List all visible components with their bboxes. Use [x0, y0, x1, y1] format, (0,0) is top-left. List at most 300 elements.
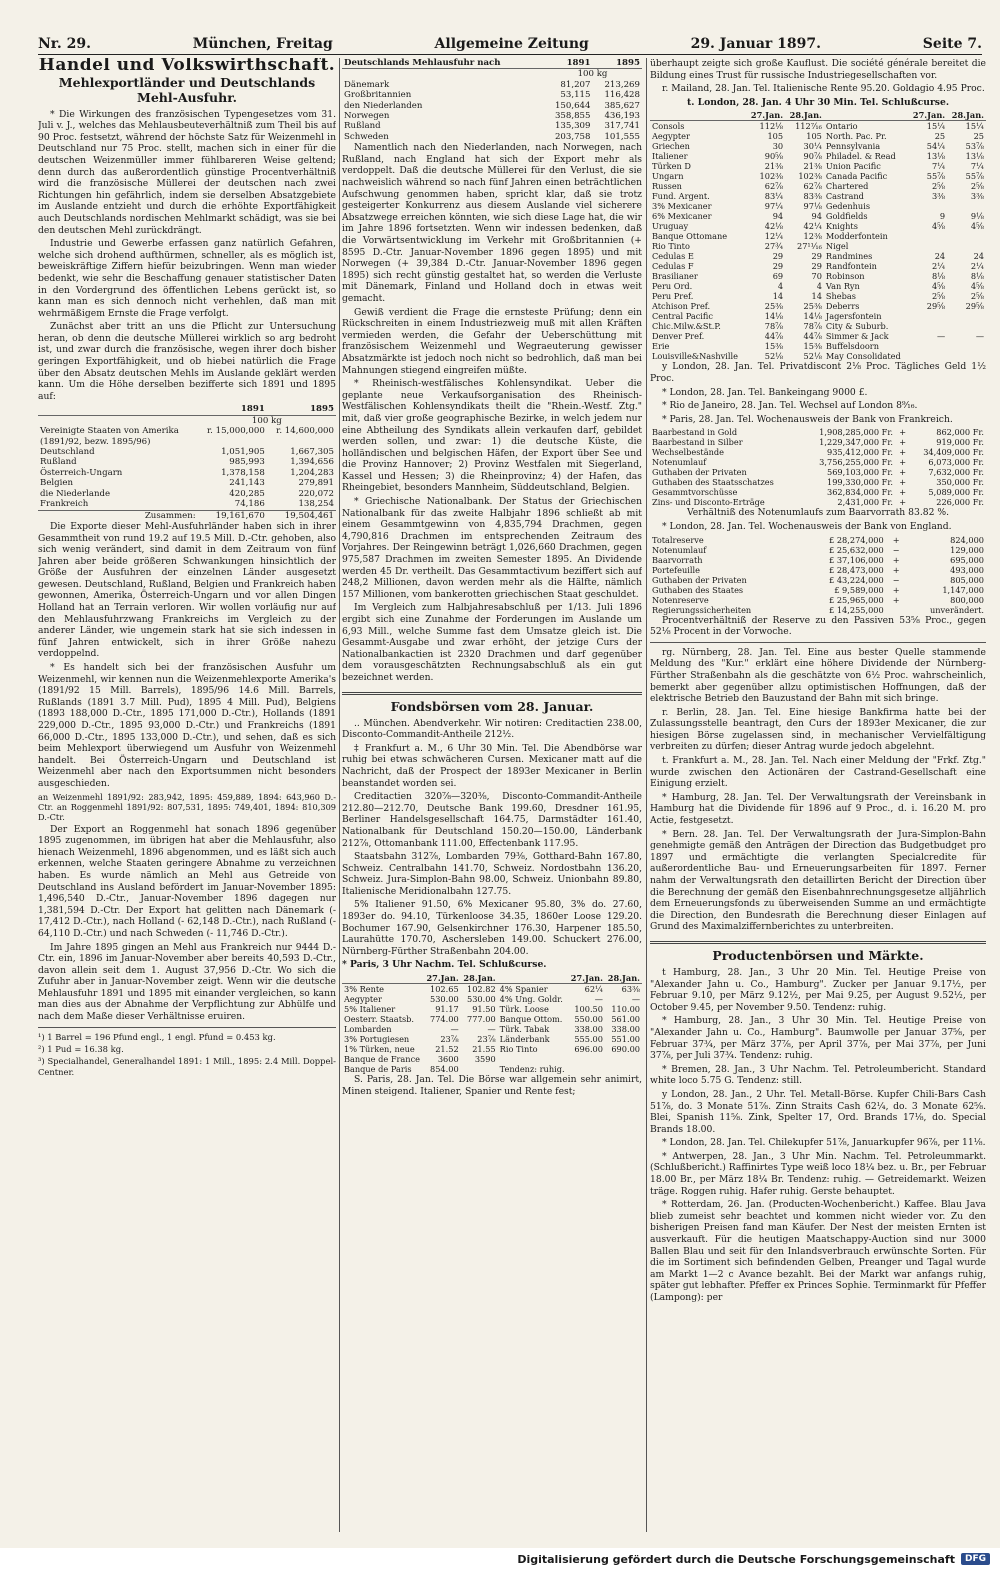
section-title: Handel und Volkswirthschaft. — [38, 58, 336, 75]
table-cell: 4% Ung. Goldr. — [499, 994, 563, 1005]
table-cell: 91.17 — [435, 1004, 459, 1015]
table-cell: Goldfields — [825, 211, 868, 222]
paragraph: * Antwerpen, 28. Jan., 3 Uhr Min. Nachm. Tel. Petroleummarkt. (Schlußbericht.) Raffinirtes Type weiß loco 18¼ bez. u. Br., per Februar 18.00 Br., per März 18¼ Br. Tendenz: ruhig. — Getreidemarkt. Weizen träge. Roggen ruhig. Hafer ruhig. Gerste behauptet. — [650, 1150, 986, 1197]
footnote: ²) 1 Pud = 16.38 kg. — [38, 1044, 124, 1055]
table-cell: Aegypter — [344, 994, 382, 1005]
table-row — [342, 984, 642, 995]
table-cell: 2¼ — [931, 261, 946, 272]
table-cell: 7¼ — [970, 161, 984, 172]
table-cell: Oesterr. Staatsb. — [344, 1014, 415, 1025]
table-cell: Peru Ord. — [652, 281, 693, 292]
table-cell: 4⅝ — [970, 221, 984, 232]
table-body — [38, 426, 336, 510]
table-cell — [908, 341, 947, 351]
table-cell: 29 — [772, 251, 784, 262]
paragraph: ‡ Frankfurt a. M., 6 Uhr 30 Min. Tel. Die Abendbörse war ruhig bei etwas schwächeren Cursen. Mexicaner matt auf die Nachricht, daß der Prospect der 1893er Mexicaner in Berlin beanstandet worden sei. — [342, 742, 642, 789]
table-row — [650, 141, 986, 151]
paragraph: Im Jahre 1895 gingen an Mehl aus Frankreich nur 9444 D.-Ctr. ein, 1896 im Januar-November aber bereits 40,593 D.-Ctr., davon allein seit dem 1. August 37,956 D.-Ctr. Wo sich die Zufuhr aber in Januar-November zeigt. Wenn wir die deutsche Mehlausfuhr 1891 und 1895 mit einander vergleichen, so kann man dies aus der Abnahme der Verpflichtung zur Abhülfe und nach dem Maße dieser Verhältnisse eruiren. — [38, 941, 336, 1023]
table-cell: 14⅛ — [803, 311, 822, 322]
table-cell: 101,555 — [604, 131, 640, 142]
table-cell: Baarbestand in Silber — [652, 437, 743, 448]
column-divider — [646, 58, 647, 1532]
table-cell: 100.50 — [574, 1004, 603, 1015]
table-cell: Rio Tinto — [652, 241, 690, 252]
column-3 — [650, 58, 986, 1532]
dfg-logo: DFG — [961, 1553, 990, 1565]
table-cell: 25 — [973, 131, 984, 142]
table-cell: 213,269 — [604, 79, 640, 90]
paragraph: 5% Italiener 91.50, 6% Mexicaner 95.80, 3% do. 27.60, 1893er do. 94.10, Türkenloose 34.35, 1860er Loose 129.20. Bochumer 167.90, Gelsenkirchner 176.30, Harpener 185.50, Laurahütte 170.70, Aschersleben 149.00. Schuckert 276.00, Nürnberg-Fürther Straßenbahn 204.00. — [342, 899, 642, 957]
table-cell: 27¾ — [764, 241, 784, 252]
table-row — [650, 211, 986, 221]
table-cell: 63⅜ — [621, 984, 640, 995]
table-cell: 1,378,158 — [221, 467, 265, 478]
table-body — [342, 80, 642, 142]
table-cell: Cedulas E — [652, 251, 694, 262]
table-cell: Länderbank — [499, 1034, 550, 1045]
table-cell: 25⅜ — [764, 301, 784, 312]
table-cell: + — [899, 437, 907, 448]
table-cell: 53⅞ — [965, 141, 984, 152]
table-cell: 62¼ — [584, 984, 603, 995]
paragraph: * London, 28. Jan. Tel. Bankeingang 9000 £. — [662, 386, 868, 398]
paragraph: S. Paris, 28. Jan. Tel. Die Börse war allgemein sehr animirt, Minen steigend. Italiener, Spanier und Rente fest; — [342, 1074, 642, 1097]
table-cell: 83¼ — [764, 191, 784, 202]
table-cell: 4⅝ — [931, 221, 946, 232]
table-cell: 220,072 — [298, 488, 334, 499]
deutschland-mehlausfuhr-table: Deutschlands Mehlausfuhr nach 1891 1895 100 kg Dänemark 81,207 213,269 Großbritannien 53,115 116,428 den Niederlanden 150,644 385,627 Norwegen 358,855 436,193 Rußland 135,309 317,741 Schweden 203,758 101,555 — [344, 58, 640, 142]
table-cell: Notenreserve — [652, 594, 709, 605]
table-cell: 3% Portugiesen — [344, 1034, 410, 1045]
table-cell: + — [899, 467, 907, 478]
table-row — [342, 90, 642, 100]
table-cell: £ 28,274,000 — [829, 534, 884, 545]
table-cell: Norwegen — [344, 111, 390, 122]
paris-heading: * Paris, 3 Uhr Nachm. Tel. Schlußcurse. — [342, 959, 547, 971]
table-cell: 23⅞ — [477, 1034, 496, 1045]
table-cell: 91.50 — [472, 1004, 496, 1015]
table-row — [650, 487, 986, 497]
table-cell: Simmer & Jack — [825, 331, 889, 342]
paragraph: r. Mailand, 28. Jan. Tel. Italienische Rente 95.20. Goldagio 4.95 Proc. — [662, 83, 985, 95]
table-cell: 350,000 Fr. — [936, 477, 984, 488]
paragraph: * Rotterdam, 26. Jan. (Producten-Wochenbericht.) Kaffee. Blau Java blieb zumeist sehr beachtet und kommen nicht wieder vor. Zu den bisherigen Preisen fand man Käufer. Der Nest der meisten Ernten ist ausverkauft. Für die heutigen Maatschappy-Auction sind nur 3000 Ballen Blau und seit für den Inlandsverbrauch erwünschte Sorten. Für die im Sortiment sich befindenden Gelben, Preanger und Tagal wurde am Markt 1—2 c Avance bezahlt. Bei der Markt war anfangs ruhig, später gut lebhafter. Pfeffer ex Princes Sophie. Terminmarkt für Pfeffer (Lampong): per — [650, 1199, 986, 1303]
table-row — [342, 80, 642, 90]
table-row — [650, 281, 986, 291]
table-cell: 1,204,283 — [290, 467, 334, 478]
table-row — [38, 426, 336, 436]
table-cell — [947, 351, 986, 361]
table-cell: 3⅜ — [931, 191, 946, 202]
table-cell: 90⅝ — [764, 151, 784, 162]
paragraph: * Hamburg, 28. Jan. Tel. Der Verwaltungsrath der Vereinsbank in Hamburg hat die Dividende für 1896 auf 9 Proc., d. i. 16.20 M. pro Actie, festgesetzt. — [650, 791, 986, 827]
column-1 — [38, 58, 336, 1532]
london-bank-table — [650, 535, 986, 615]
table-row — [650, 341, 986, 351]
paragraph: an Weizenmehl 1891/92: 283,942, 1895: 459,889, 1894: 643,960 D.-Ctr. an Roggenmehl 1891/92: 807,531, 1895: 749,401, 1894: 810,309 D.-Ctr. — [38, 791, 336, 822]
table-row — [38, 437, 336, 447]
table-cell: 29 — [772, 261, 784, 272]
table-cell: 8⅛ — [931, 271, 946, 282]
table-cell: 42¼ — [803, 221, 822, 232]
table-cell: r. 15,000,000 — [206, 426, 265, 437]
paragraph: Zunächst aber tritt an uns die Pflicht zur Untersuchung heran, ob denn die deutsche Müllerei wirklich so arg bedroht ist, und zwar durch die französische, wegen ihrer doch bisher geringen Exportfähigkeit, und ob hiebei natürlich die Frage über den Absatz deutschen Mehls im Auslande geklärt werden kann. Um die Höhe derselben bezifferte sich 1891 und 1895 auf: — [38, 321, 336, 402]
table-cell: 23⅞ — [440, 1034, 459, 1045]
table-row — [650, 595, 986, 605]
table-cell: Banque de Paris — [344, 1064, 412, 1075]
table-cell: May Consolidated — [825, 351, 901, 362]
table-cell: Buffelsdoorn — [825, 341, 879, 352]
table-row — [650, 271, 986, 281]
table-cell — [947, 311, 986, 321]
table-cell: — — [631, 994, 640, 1005]
table-cell: 55⅞ — [926, 171, 946, 182]
table-row — [342, 111, 642, 121]
table-cell: Banque de France — [344, 1054, 421, 1065]
table-cell: 800,000 — [950, 594, 984, 605]
table-cell: 358,855 — [554, 111, 591, 122]
table-cell: 15¼ — [965, 121, 984, 132]
table-cell: Chartered — [825, 181, 869, 192]
table-cell: Rußland — [344, 121, 381, 132]
table-cell: 74,186 — [234, 499, 265, 510]
table-row — [342, 1064, 642, 1074]
table-row — [650, 535, 986, 545]
paragraph: Industrie und Gewerbe erfassen ganz natürlich Gefahren, welche sich drohend aufthürmen, schneller, als es möglich ist, beweiskräftige Ziffern hiefür beizubringen. Wenn man wieder bedenkt, wie sehr die Beschaffung genauer statistischer Daten in den Vordergrund des öffentlichen Lebens gerückt ist, so kann man es sich dennoch nicht verhehlen, daß man mit wehrmäßigem Ernste die Frage verfolgt. — [38, 238, 336, 319]
table-cell: Louisville&Nashville — [652, 351, 738, 362]
paragraph: * Rio de Janeiro, 28. Jan. Tel. Wechsel auf London 8⁹⁄₁₆. — [662, 400, 918, 412]
table-cell: 52⅛ — [803, 351, 822, 362]
paragraph: Im Vergleich zum Halbjahresabschluß per 1/13. Juli 1896 ergibt sich eine Zunahme der Forderungen im Auslande um 6,93 Mill., welche Summe fast dem Umsatze gleich ist. Die Gesammt-Ausgabe und zwar erhöht, der jetzige Curs der Nationalbankactien ist 2320 Drachmen und darf gegenüber dem vorausgeschätzten Rechnungsabschluß als ein gut bezeichnet werden. — [342, 602, 642, 683]
table-body — [650, 427, 986, 507]
paragraph: t Hamburg, 28. Jan., 3 Uhr 20 Min. Tel. Heutige Preise von "Alexander Jahn u. Co., Hamburg". Zucker per Januar 9.17½, per Februar 9.10, per März 9.12½, per Mai 9.25, per August 9.52½, per October 9.45, per November 9.50. Tendenz: ruhig. — [650, 966, 986, 1013]
table-cell: 2⅝ — [931, 291, 946, 302]
table-cell — [886, 605, 902, 615]
paragraph: Creditactien 320⅞—320⅜, Disconto-Commandit-Antheile 212.80—212.70, Deutsche Bank 199.60, Dresdner 161.95, Berliner Handelsgesellschaft 164.75, Darmstädter 161.40, Nationalbank für Deutschland 150.20—150.00, Länderbank 212⅞, Ottomanbank 111.00, Effectenbank 117.95. — [342, 791, 642, 849]
table-cell: 14 — [772, 291, 784, 302]
table-cell: Ungarn — [652, 171, 684, 182]
table-cell: Shebas — [825, 291, 856, 302]
table-cell: Vereinigte Staaten von Amerika — [40, 426, 179, 437]
table-cell: Brasilianer — [652, 271, 698, 282]
table-cell: 12⅜ — [803, 231, 822, 242]
table-row — [650, 467, 986, 477]
table-row — [342, 1024, 642, 1034]
table-cell: £ 28,473,000 — [829, 564, 884, 575]
london-course-table: 27.Jan. 28.Jan. 27.Jan. 28.Jan. Consols 112⅛ 112⁷⁄₁₆ Ontario 15¼ 15¼ Aegypter 105 105 North. Pac. Pr. 25 25 Griechen 30 30¼ Pennsylvania 54¼ 53⅞ Italiener 90⅝ 90⅞ Philadel. & Read 13⅛ 13⅛ Türken D 21⅜ 21⅜ Union Pacific 7¼ 7¼ Ungarn 102⅜ 102⅜ Canada Pacific 55⅞ 55⅞ Russen 62⅞ 62⅞ Chartered 2⅝ 2⅝ Fund. Argent. 83¼ 83⅜ Castrand 3⅜ 3⅜ 3% Mexicaner 97¼ 97⅛ Gedenhuis 6% Mexicaner 94 94 Goldfields 9 9⅛ Uruguay 42⅛ 42¼ Knights 4⅝ 4⅝ Banque Ottomane 12¼ 12⅜ Modderfontein Rio Tinto 27¾ 27¹¹⁄₁₆ Nigel Cedulas E 29 29 Randmines 24 24 Cedulas F 29 29 Randfontein 2¼ 2¼ Brasilianer 69 70 Robinson 8⅛ 8⅛ Peru Ord. 4 4 Van Ryn 4⅝ 4⅝ Peru Pref. 14 14 Shebas 2⅝ 2⅝ Atchison Pref. 25⅜ 25⅜ Deberrs 29⅝ 29⅝ Central Pacific 14⅛ 14⅛ Jagersfontein Chic.Milw.&St.P. 78⅞ 78⅞ City & Suburb. Denver Pref. 44⅞ 44⅞ Simmer & Jack — — Erie 15⅜ 15⅜ Buffelsdoorn Louisville&Nashville 52⅛ 52⅛ May Consolidated — [652, 110, 984, 362]
table-cell: Central Pacific — [652, 311, 713, 322]
table-cell: City & Suburb. — [825, 321, 889, 332]
table-cell: 385,627 — [604, 100, 640, 111]
table-row — [38, 489, 336, 499]
table-cell: 7¼ — [931, 161, 946, 172]
table-cell: 105 — [806, 131, 822, 142]
table-row — [650, 251, 986, 261]
table-row — [342, 121, 642, 131]
column-2 — [342, 58, 642, 1532]
table-cell: 69 — [772, 271, 784, 282]
page-header — [38, 28, 982, 55]
table-cell: 2⅝ — [931, 181, 946, 192]
table-cell: 14 — [811, 291, 822, 302]
table-row — [650, 477, 986, 487]
table-cell: 420,285 — [229, 488, 265, 499]
table-row — [650, 427, 986, 437]
table-cell: 30¼ — [803, 141, 822, 152]
table-cell: 1% Türken, neue — [344, 1044, 415, 1055]
paragraph: Namentlich nach den Niederlanden, nach Norwegen, nach Rußland, nach England hat sich der Export mehr als verdoppelt. Daß die deutsche Müllerei für den Verlust, die sie nachweislich während so nach fünf Jahren einen beträchtlichen Aufschwung genommen haben, spricht klar, daß sie trotz gesteigerter Konkurrenz aus diesem Auslande viel sicherere Absatzwege erreichen könnten, wie sich diese Lage hat, die wir im Jahre 1896 fortsetzten. Wenn wir indessen bedenken, daß die Vorwärtsentwicklung im Verkehr mit Großbritannien (+ 8595 D.-Ctr. Januar-November 1896 gegen 1895) und mit Norwegen (+ 39,384 D.-Ctr. Januar-November 1896 gegen 1895) sich recht günstig gestaltet hat, so werden die Verluste mit Dänemark, Finland und Holland doch in etwas weit gemacht. — [342, 142, 642, 304]
table-cell: 3% Rente — [344, 984, 385, 995]
table-cell: Erie — [652, 341, 670, 352]
table-cell: 25 — [934, 131, 946, 142]
table-cell — [947, 201, 986, 211]
table-cell: £ 43,224,000 — [829, 574, 884, 585]
paragraph: Verhältniß des Notenumlaufs zum Baarvorrath 83.82 %. — [687, 507, 949, 519]
table-cell: 530.00 — [430, 994, 459, 1005]
table-row — [342, 1014, 642, 1024]
table-cell: Portefeuille — [652, 564, 701, 575]
table-cell: den Niederlanden — [344, 100, 423, 111]
table-cell: 44⅞ — [803, 331, 822, 342]
table-cell: 94 — [811, 211, 822, 222]
table-cell: 9 — [939, 211, 946, 222]
table-row — [38, 468, 336, 478]
table-cell: 919,000 Fr. — [936, 437, 984, 448]
table-row — [342, 101, 642, 111]
table-cell: 3% Mexicaner — [652, 201, 712, 212]
table-row — [342, 1054, 642, 1064]
table-cell: 5,089,000 Fr. — [928, 487, 984, 498]
table-cell: 102.65 — [430, 984, 459, 995]
table-cell: 42⅛ — [764, 221, 784, 232]
table-cell: 97⅛ — [803, 201, 822, 212]
table-cell: Union Pacific — [825, 161, 881, 172]
table-cell: 561.00 — [611, 1014, 640, 1025]
table-cell: Denver Pref. — [652, 331, 705, 342]
table-cell: 97¼ — [764, 201, 784, 212]
table-cell: 9⅛ — [970, 211, 984, 222]
table-cell: 102⅜ — [759, 171, 784, 182]
table-cell: 2¼ — [970, 261, 984, 272]
table-row — [650, 241, 986, 251]
table-cell: 78⅞ — [764, 321, 784, 332]
footnote: ¹) 1 Barrel = 196 Pfund engl., 1 engl. Pfund = 0.453 kg. — [38, 1031, 276, 1042]
table-cell: Italiener — [652, 151, 688, 162]
table-cell: + — [892, 534, 900, 545]
table-cell: 226,000 Fr. — [936, 497, 984, 508]
table-cell: Guthaben des Staates — [652, 584, 744, 595]
table-row — [650, 151, 986, 161]
table-cell: 44⅞ — [764, 331, 784, 342]
table-cell: Schweden — [344, 131, 389, 142]
table-cell — [605, 1054, 642, 1064]
table-row — [650, 131, 986, 141]
paragraph: t. Frankfurt a. M., 28. Jan. Tel. Nach einer Meldung der "Frkf. Ztg." wurde zwischen den Actionären der Castrand-Gesellschaft eine Einigung erzielt. — [650, 755, 986, 790]
table-cell: Totalreserve — [652, 534, 704, 545]
table-cell: 777.00 — [467, 1014, 496, 1025]
table-cell: Belgien — [40, 478, 74, 489]
table-cell: Chic.Milw.&St.P. — [652, 321, 721, 332]
paragraph: rg. Nürnberg, 28. Jan. Tel. Eine aus bester Quelle stammende Meldung des "Kur." erklärt eine höhere Dividende der Nürnberg-Fürther Straßenbahn als die geschätzte von 6½ Proc. wahrscheinlich, bemerkt aber gegenüber allzu optimistischen Hoffnungen, daß der elektrische Betrieb den Bauzustand der Bahn mit sich bringe. — [650, 646, 986, 705]
table-cell: 493,000 — [950, 564, 984, 575]
table-cell: 29 — [811, 251, 822, 262]
paragraph: überhaupt zeigte sich große Kauflust. Die société générale bereitet die Bildung eines Trust für russische Industriegesellschaften vor. — [650, 58, 986, 81]
mehl-export-table: 1891 1895 100 kg Vereinigte Staaten von Amerika r. 15,000,000 r. 14,600,000 (1891/92, bezw. 1895/96) Deutschland 1,051,905 1,667,305 Rußland 985,993 1,394,656 Österreich-Ungarn 1,378,158 1,204,283 Belgien 241,143 279,891 die Niederlande 420,285 220,072 Frankreich 74,186 138,254 Zusammen: 19,161,670 19,504,461 — [40, 404, 334, 521]
fondsboersen-title: Fondsbörsen vom 28. Januar. — [390, 698, 594, 714]
paragraph: * Paris, 28. Jan. Tel. Wochenausweis der Bank von Frankreich. — [662, 413, 953, 425]
table-cell: 15¼ — [926, 121, 946, 132]
table-row — [342, 994, 642, 1004]
paragraph: * Die Wirkungen des französischen Typengesetzes vom 31. Juli v. J., welches das Mehlausbeuteverhältniß zum Theil bis auf 90 Proc. festsetzt, während der höchste Satz für Weizenmehl in Deutschland nur 75 Proc. stellt, machen sich in einer für die deutschen Weizenmüller immer fühlbareren Weise geltend; denn durch das außerordentlich günstige Procentverhältniß wird die französische Müllerei der deutschen nach zwei Richtungen hin gefährlich, indem sie derselben Absatzgebiete im Auslande entzieht und durch die erhöhte Exportfähigkeit auch Deutschlands nordischen Mehlmarkt schädigt, was sie bei den deutschen Mehl zurückdrängt. — [38, 108, 336, 236]
table-cell: — — [594, 994, 603, 1005]
table-cell: Ontario — [825, 121, 858, 132]
table-cell: Pennsylvania — [825, 141, 881, 152]
table-cell: Gesammtvorschüsse — [652, 487, 738, 498]
table-cell: 83⅜ — [803, 191, 822, 202]
table-cell: 102⅜ — [798, 171, 822, 182]
table-cell: Canada Pacific — [825, 171, 888, 182]
table-cell: Türk. Loose — [499, 1004, 549, 1015]
table-cell: + — [892, 554, 900, 565]
table-cell: Frankreich — [40, 499, 89, 510]
table-cell: + — [899, 427, 907, 438]
table-cell: + — [899, 487, 907, 498]
table-cell: 29 — [811, 261, 822, 272]
table-cell: Türken D — [652, 161, 691, 172]
table-cell: 62⅞ — [764, 181, 784, 192]
table-cell: 569,103,000 Fr. — [826, 467, 893, 478]
table-cell: Nigel — [825, 241, 849, 252]
table-cell: 824,000 — [950, 534, 984, 545]
table-cell: + — [899, 457, 907, 468]
table-cell: 94 — [772, 211, 784, 222]
table-row — [650, 191, 986, 201]
table-row — [650, 457, 986, 467]
paragraph: * Griechische Nationalbank. Der Status der Griechischen Nationalbank für das zweite Halbjahr 1896 schließt ab mit einem Gesammtgewinn von 4,835,794 Drachmen, gegen 4,790,816 Drachmen im entsprechenden Zeitraum des Vorjahres. Der Reingewinn beträgt 1,026,660 Drachmen, gegen 975,587 Drachmen im zweiten Semester 1895. An Dividende werden 45 Dr. vertheilt. Das Gesammtactivum beziffert sich auf 248,2 Millionen, davon werden mehr als die Hälfte, nämlich 157 Millionen, vom bankerotten griechischen Staat geschuldet. — [342, 496, 642, 600]
table-cell: 241,143 — [229, 478, 265, 489]
table-cell: North. Pac. Pr. — [825, 131, 887, 142]
table-cell: 30 — [772, 141, 784, 152]
table-cell: 15⅜ — [803, 341, 822, 352]
table-cell: 14⅛ — [764, 311, 784, 322]
table-body — [342, 984, 642, 1075]
table-cell: 3590 — [474, 1054, 496, 1065]
table-cell: 5% Italiener — [344, 1004, 396, 1015]
table-cell: Deberrs — [825, 301, 860, 312]
table-cell — [908, 241, 947, 251]
table-row — [650, 545, 986, 555]
table-cell: 2⅝ — [970, 181, 984, 192]
table-cell: 116,428 — [604, 90, 640, 101]
table-cell: 12¼ — [764, 231, 784, 242]
table-cell: Notenumlauf — [652, 457, 707, 468]
table-cell: 15⅜ — [764, 341, 784, 352]
table-cell: Rio Tinto — [499, 1044, 538, 1055]
table-cell: 24 — [973, 251, 984, 262]
table-cell: 21⅜ — [764, 161, 784, 172]
table-cell — [908, 231, 947, 241]
table-cell: 8⅛ — [970, 271, 984, 282]
table-cell — [461, 1064, 498, 1074]
table-cell: 138,254 — [298, 499, 334, 510]
table-cell: £ 37,106,000 — [829, 554, 884, 565]
issue-date: 29. Januar 1897. — [690, 36, 822, 52]
table-cell: Baarbestand in Gold — [652, 427, 738, 438]
table-cell: Modderfontein — [825, 231, 888, 242]
table-row — [650, 321, 986, 331]
table-cell: — — [975, 331, 984, 342]
table-cell: 34,409,000 Fr. — [923, 447, 984, 458]
table-cell: — — [936, 331, 946, 342]
table-cell: 21.52 — [435, 1044, 459, 1055]
table-cell: Cedulas F — [652, 261, 694, 272]
table-row — [650, 221, 986, 231]
table-cell: 935,412,000 Fr. — [826, 447, 893, 458]
table-cell: Zins- und Disconto-Erträge — [652, 497, 765, 508]
paragraph: .. München. Abendverkehr. Wir notiren: Creditactien 238.00, Disconto-Commandit-Antheile 212½. — [342, 717, 642, 741]
table-cell: 21⅜ — [803, 161, 822, 172]
london-heading: t. London, 28. Jan. 4 Uhr 30 Min. Tel. Schlußcurse. — [686, 96, 950, 108]
table-cell: 27¹¹⁄₁₆ — [796, 241, 822, 252]
table-cell: 25⅜ — [803, 301, 822, 312]
table-cell: 2,431,000 Fr. — [837, 497, 893, 508]
table-cell: Atchison Pref. — [652, 301, 711, 312]
table-cell — [198, 437, 267, 447]
table-cell: + — [899, 447, 907, 458]
table-cell: Dänemark — [344, 79, 390, 90]
table-cell: 436,193 — [604, 111, 640, 122]
table-row — [650, 291, 986, 301]
table-row — [650, 231, 986, 241]
table-cell: Tendenz: ruhig. — [499, 1064, 565, 1075]
table-cell: Guthaben der Privaten — [652, 467, 747, 478]
table-cell: Van Ryn — [825, 281, 860, 292]
paragraph: Der Export an Roggenmehl hat sonach 1896 gegenüber 1895 zugenommen, im übrigen hat aber die Mehlausfuhr, also hienach Weizenmehl, 1896 abgenommen, und es läßt sich auch erkennen, welche Staaten geringere Abnahme zu verzeichnen haben. Es wurde nämlich an Mehl aus Getreide von Deutschland ins Ausland befördert im Januar-November 1895: 1,496,540 D.-Ctr., Januar-November 1896 dagegen nur 1,381,594 D.-Ctr. Der Export hat gelitten nach Dänemark (- 17,412 D.-Ctr.), nach Holland (- 62,148 D.-Ctr.), nach Rußland (- 64,110 D.-Ctr.) und nach Schweden (- 11,746 D.-Ctr.). — [38, 823, 336, 939]
table-cell: 70 — [811, 271, 822, 282]
table-cell: £ 25,965,000 — [829, 594, 884, 605]
table-row — [342, 1034, 642, 1044]
footer-text: Digitalisierung gefördert durch die Deutsche Forschungsgemeinschaft — [517, 1552, 955, 1566]
paragraph: * London, 28. Jan. Tel. Wochenausweis der Bank von England. — [662, 520, 952, 532]
table-cell — [908, 201, 947, 211]
table-cell: 7,632,000 Fr. — [928, 467, 984, 478]
issue-number: Nr. 29. — [38, 36, 91, 52]
table-cell: Lombarden — [344, 1024, 392, 1035]
article-title: Mehlexportländer und Deutschlands Mehl-Ausfuhr. — [58, 74, 316, 105]
table-row — [650, 605, 986, 615]
table-cell: 13⅛ — [926, 151, 946, 162]
paris-course-table: 27.Jan. 28.Jan. 27.Jan. 28.Jan. 3% Rente 102.65 102.82 4% Spanier 62¼ 63⅜ Aegypter 530.00 530.00 4% Ung. Goldr. — — 5% Italiener 91.17 91.50 Türk. Loose 100.50 110.00 Oesterr. Staatsb. 774.00 777.00 Banque Ottom. 550.00 561.00 Lombarden — — Türk. Tabak 338.00 338.00 3% Portugiesen 23⅞ 23⅞ Länderbank 555.00 551.00 1% Türken, neue 21.52 21.55 Rio Tinto 696.00 690.00 Banque de France 3600 3590 Banque de Paris 854.00 Tendenz: ruhig. — [344, 973, 640, 1075]
table-cell: 6% Mexicaner — [652, 211, 712, 222]
table-cell: 203,758 — [554, 131, 591, 142]
table-cell: Randfontein — [825, 261, 877, 272]
table-row — [38, 499, 336, 510]
table-cell: 110.00 — [611, 1004, 640, 1015]
paragraph: * Bern. 28. Jan. Tel. Der Verwaltungsrath der Jura-Simplon-Bahn genehmigte gemäß den Anträgen der Direction das Budgetbudget pro 1897 und ermächtigte die verlangten Specialcredite für außerordentliche Bau- und Erneuerungsarbeiten für 1897. Ferner nahm der Verwaltungsrath den detaillirten Bericht der Direction über die Berechnung der gemäß den Eisenbahnrechnungsgesetze alljährlich dem Erneuerungsfonds zu überweisenden Summe an und ermächtigte die Direction, den Bundesrath die Berechnung dieser Einlagen auf Grund des Maximalziffernberichtes zu unterbreiten. — [650, 828, 986, 933]
paragraph: * Rheinisch-westfälisches Kohlensyndikat. Ueber die geplante neue Verkaufsorganisation des Rheinisch-Westfälischen Kohlensyndikats theilt die "Rhein.-Westf. Ztg." mit, daß vier große geographische Bezirke, in welch jedem nur eine Abtheilung des Syndikats allein verkaufen darf, gebildet werden sollen, und zwar: 1) die deutsche Küste, die holländischen und belgischen Häfen, der Export über See und die Provinz Hannover; 2) Provinz Westfalen mit Siegerland, Kassel und Hessen; 3) die Rheinprovinz; 4) der Hafen, das Rheingebiet, besonders Mannheim, Süddeutschland, Belgien. — [342, 378, 642, 494]
table-cell: — — [450, 1024, 459, 1035]
table-cell: 55⅞ — [965, 171, 984, 182]
table-cell: 4% Spanier — [499, 984, 548, 995]
paragraph: Gewiß verdient die Frage die ernsteste Prüfung; denn ein Rückschreiten in einem Industriezweig muß mit allen Kräften vermieden werden, die Gefahr der Ueberschüttung mit französischem Weizenmehl und Wegraeuterung gewisser Absatzmärkte ist jedoch noch nicht so bedrohlich, daß man bei Mahnungen stiegend eingreifen müßte. — [342, 306, 642, 376]
table-body — [650, 121, 986, 362]
table-row — [38, 447, 336, 457]
table-cell: + — [892, 564, 900, 575]
table-cell: £ 14,255,000 — [829, 604, 884, 615]
table-cell — [605, 1064, 642, 1074]
table-cell: 805,000 — [950, 574, 984, 585]
table-cell: 90⅞ — [803, 151, 822, 162]
